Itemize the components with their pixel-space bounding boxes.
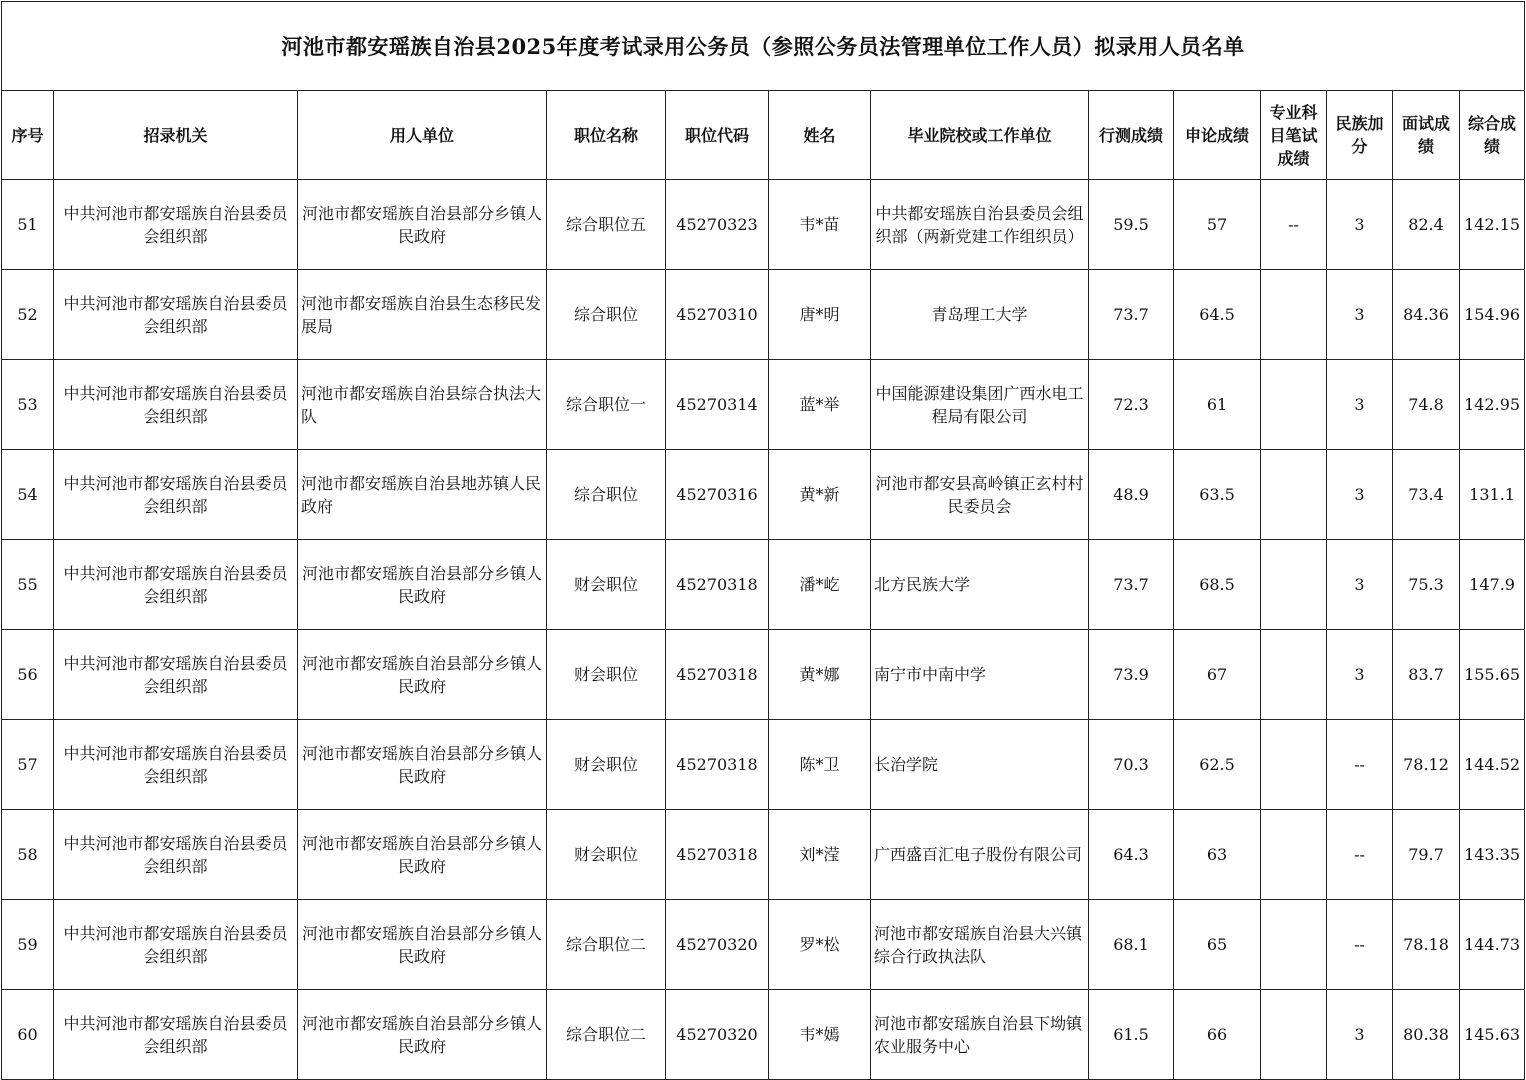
cell-shenlun: 68.5 xyxy=(1174,540,1261,630)
table-row xyxy=(2,540,1525,630)
cell-xingce: 73.9 xyxy=(1089,630,1174,720)
table-body xyxy=(2,180,1525,1080)
cell-xingce: 68.1 xyxy=(1089,900,1174,990)
table-row xyxy=(2,450,1525,540)
cell-no: 55 xyxy=(2,540,54,630)
cell-code: 45270318 xyxy=(666,630,769,720)
cell-code: 45270318 xyxy=(666,720,769,810)
cell-code: 45270310 xyxy=(666,270,769,360)
cell-name: 蓝*举 xyxy=(769,360,871,450)
table-row xyxy=(2,270,1525,360)
cell-school: 南宁市中南中学 xyxy=(871,630,1089,720)
cell-total: 154.96 xyxy=(1460,270,1525,360)
cell-major xyxy=(1261,720,1327,810)
cell-position: 财会职位 xyxy=(547,540,666,630)
cell-school: 北方民族大学 xyxy=(871,540,1089,630)
cell-interview: 74.8 xyxy=(1393,360,1460,450)
cell-xingce: 61.5 xyxy=(1089,990,1174,1080)
cell-no: 60 xyxy=(2,990,54,1080)
cell-school: 广西盛百汇电子股份有限公司 xyxy=(871,810,1089,900)
header-position: 职位名称 xyxy=(547,91,666,180)
header-bonus: 民族加分 xyxy=(1327,91,1393,180)
cell-name: 刘*滢 xyxy=(769,810,871,900)
cell-shenlun: 67 xyxy=(1174,630,1261,720)
cell-major xyxy=(1261,270,1327,360)
cell-total: 145.63 xyxy=(1460,990,1525,1080)
cell-interview: 73.4 xyxy=(1393,450,1460,540)
cell-position: 财会职位 xyxy=(547,810,666,900)
cell-interview: 83.7 xyxy=(1393,630,1460,720)
cell-interview: 84.36 xyxy=(1393,270,1460,360)
cell-xingce: 48.9 xyxy=(1089,450,1174,540)
cell-no: 52 xyxy=(2,270,54,360)
cell-unit: 河池市都安瑶族自治县地苏镇人民政府 xyxy=(298,450,547,540)
table-row xyxy=(2,990,1525,1080)
cell-bonus: -- xyxy=(1327,720,1393,810)
cell-school: 青岛理工大学 xyxy=(871,270,1089,360)
cell-total: 142.95 xyxy=(1460,360,1525,450)
cell-major xyxy=(1261,900,1327,990)
cell-total: 142.15 xyxy=(1460,180,1525,270)
table-row xyxy=(2,180,1525,270)
cell-position: 综合职位二 xyxy=(547,900,666,990)
header-row xyxy=(2,91,1525,180)
cell-school: 河池市都安瑶族自治县下坳镇农业服务中心 xyxy=(871,990,1089,1080)
header-xingce: 行测成绩 xyxy=(1089,91,1174,180)
cell-total: 155.65 xyxy=(1460,630,1525,720)
table-row xyxy=(2,360,1525,450)
cell-position: 综合职位五 xyxy=(547,180,666,270)
cell-name: 黄*新 xyxy=(769,450,871,540)
cell-position: 财会职位 xyxy=(547,720,666,810)
cell-major xyxy=(1261,360,1327,450)
cell-xingce: 73.7 xyxy=(1089,270,1174,360)
cell-total: 143.35 xyxy=(1460,810,1525,900)
cell-xingce: 72.3 xyxy=(1089,360,1174,450)
cell-unit: 河池市都安瑶族自治县生态移民发展局 xyxy=(298,270,547,360)
cell-agency: 中共河池市都安瑶族自治县委员会组织部 xyxy=(54,540,298,630)
table-row xyxy=(2,810,1525,900)
cell-interview: 78.12 xyxy=(1393,720,1460,810)
cell-interview: 78.18 xyxy=(1393,900,1460,990)
header-interview: 面试成绩 xyxy=(1393,91,1460,180)
cell-agency: 中共河池市都安瑶族自治县委员会组织部 xyxy=(54,900,298,990)
cell-code: 45270318 xyxy=(666,810,769,900)
cell-no: 51 xyxy=(2,180,54,270)
cell-total: 147.9 xyxy=(1460,540,1525,630)
header-name: 姓名 xyxy=(769,91,871,180)
cell-no: 58 xyxy=(2,810,54,900)
cell-interview: 75.3 xyxy=(1393,540,1460,630)
cell-bonus: -- xyxy=(1327,810,1393,900)
cell-shenlun: 62.5 xyxy=(1174,720,1261,810)
cell-name: 陈*卫 xyxy=(769,720,871,810)
table-row xyxy=(2,630,1525,720)
cell-agency: 中共河池市都安瑶族自治县委员会组织部 xyxy=(54,720,298,810)
cell-major xyxy=(1261,450,1327,540)
cell-code: 45270320 xyxy=(666,900,769,990)
header-no: 序号 xyxy=(2,91,54,180)
cell-bonus: 3 xyxy=(1327,990,1393,1080)
cell-agency: 中共河池市都安瑶族自治县委员会组织部 xyxy=(54,270,298,360)
cell-agency: 中共河池市都安瑶族自治县委员会组织部 xyxy=(54,990,298,1080)
cell-name: 韦*苗 xyxy=(769,180,871,270)
header-total: 综合成绩 xyxy=(1460,91,1525,180)
header-school: 毕业院校或工作单位 xyxy=(871,91,1089,180)
cell-major xyxy=(1261,810,1327,900)
cell-code: 45270320 xyxy=(666,990,769,1080)
cell-xingce: 73.7 xyxy=(1089,540,1174,630)
cell-name: 韦*嫣 xyxy=(769,990,871,1080)
header-agency: 招录机关 xyxy=(54,91,298,180)
cell-shenlun: 64.5 xyxy=(1174,270,1261,360)
cell-no: 56 xyxy=(2,630,54,720)
cell-unit: 河池市都安瑶族自治县部分乡镇人民政府 xyxy=(298,540,547,630)
cell-name: 罗*松 xyxy=(769,900,871,990)
cell-school: 中国能源建设集团广西水电工程局有限公司 xyxy=(871,360,1089,450)
cell-unit: 河池市都安瑶族自治县部分乡镇人民政府 xyxy=(298,180,547,270)
table-row xyxy=(2,900,1525,990)
cell-code: 45270323 xyxy=(666,180,769,270)
cell-code: 45270318 xyxy=(666,540,769,630)
cell-shenlun: 57 xyxy=(1174,180,1261,270)
cell-total: 144.73 xyxy=(1460,900,1525,990)
cell-interview: 82.4 xyxy=(1393,180,1460,270)
cell-unit: 河池市都安瑶族自治县部分乡镇人民政府 xyxy=(298,630,547,720)
cell-interview: 79.7 xyxy=(1393,810,1460,900)
header-shenlun: 申论成绩 xyxy=(1174,91,1261,180)
cell-bonus: 3 xyxy=(1327,540,1393,630)
cell-major: -- xyxy=(1261,180,1327,270)
cell-xingce: 70.3 xyxy=(1089,720,1174,810)
cell-agency: 中共河池市都安瑶族自治县委员会组织部 xyxy=(54,180,298,270)
cell-unit: 河池市都安瑶族自治县综合执法大队 xyxy=(298,360,547,450)
hiring-list-table xyxy=(1,1,1525,1080)
cell-school: 河池市都安瑶族自治县大兴镇综合行政执法队 xyxy=(871,900,1089,990)
cell-school: 中共都安瑶族自治县委员会组织部（两新党建工作组织员） xyxy=(871,180,1089,270)
cell-unit: 河池市都安瑶族自治县部分乡镇人民政府 xyxy=(298,810,547,900)
cell-unit: 河池市都安瑶族自治县部分乡镇人民政府 xyxy=(298,720,547,810)
cell-position: 综合职位二 xyxy=(547,990,666,1080)
cell-position: 综合职位 xyxy=(547,450,666,540)
header-code: 职位代码 xyxy=(666,91,769,180)
cell-bonus: 3 xyxy=(1327,270,1393,360)
cell-no: 59 xyxy=(2,900,54,990)
cell-name: 黄*娜 xyxy=(769,630,871,720)
cell-bonus: 3 xyxy=(1327,630,1393,720)
cell-interview: 80.38 xyxy=(1393,990,1460,1080)
cell-xingce: 59.5 xyxy=(1089,180,1174,270)
cell-major xyxy=(1261,540,1327,630)
cell-name: 潘*屹 xyxy=(769,540,871,630)
cell-shenlun: 63.5 xyxy=(1174,450,1261,540)
cell-agency: 中共河池市都安瑶族自治县委员会组织部 xyxy=(54,360,298,450)
cell-major xyxy=(1261,630,1327,720)
cell-school: 河池市都安县高岭镇正玄村村民委员会 xyxy=(871,450,1089,540)
cell-total: 131.1 xyxy=(1460,450,1525,540)
cell-no: 53 xyxy=(2,360,54,450)
cell-code: 45270314 xyxy=(666,360,769,450)
cell-unit: 河池市都安瑶族自治县部分乡镇人民政府 xyxy=(298,900,547,990)
cell-no: 54 xyxy=(2,450,54,540)
header-unit: 用人单位 xyxy=(298,91,547,180)
table-row xyxy=(2,720,1525,810)
cell-xingce: 64.3 xyxy=(1089,810,1174,900)
document-sheet xyxy=(1,1,1524,1078)
cell-position: 综合职位一 xyxy=(547,360,666,450)
cell-shenlun: 65 xyxy=(1174,900,1261,990)
cell-name: 唐*明 xyxy=(769,270,871,360)
cell-position: 综合职位 xyxy=(547,270,666,360)
cell-agency: 中共河池市都安瑶族自治县委员会组织部 xyxy=(54,450,298,540)
cell-code: 45270316 xyxy=(666,450,769,540)
cell-bonus: 3 xyxy=(1327,450,1393,540)
cell-bonus: 3 xyxy=(1327,180,1393,270)
cell-agency: 中共河池市都安瑶族自治县委员会组织部 xyxy=(54,630,298,720)
header-major: 专业科目笔试成绩 xyxy=(1261,91,1327,180)
cell-shenlun: 61 xyxy=(1174,360,1261,450)
cell-agency: 中共河池市都安瑶族自治县委员会组织部 xyxy=(54,810,298,900)
cell-bonus: -- xyxy=(1327,900,1393,990)
page-title: 河池市都安瑶族自治县2025年度考试录用公务员（参照公务员法管理单位工作人员）拟录用人员名单 xyxy=(2,2,1525,91)
cell-major xyxy=(1261,990,1327,1080)
cell-school: 长治学院 xyxy=(871,720,1089,810)
cell-total: 144.52 xyxy=(1460,720,1525,810)
cell-shenlun: 63 xyxy=(1174,810,1261,900)
cell-position: 财会职位 xyxy=(547,630,666,720)
cell-unit: 河池市都安瑶族自治县部分乡镇人民政府 xyxy=(298,990,547,1080)
cell-no: 57 xyxy=(2,720,54,810)
cell-bonus: 3 xyxy=(1327,360,1393,450)
cell-shenlun: 66 xyxy=(1174,990,1261,1080)
